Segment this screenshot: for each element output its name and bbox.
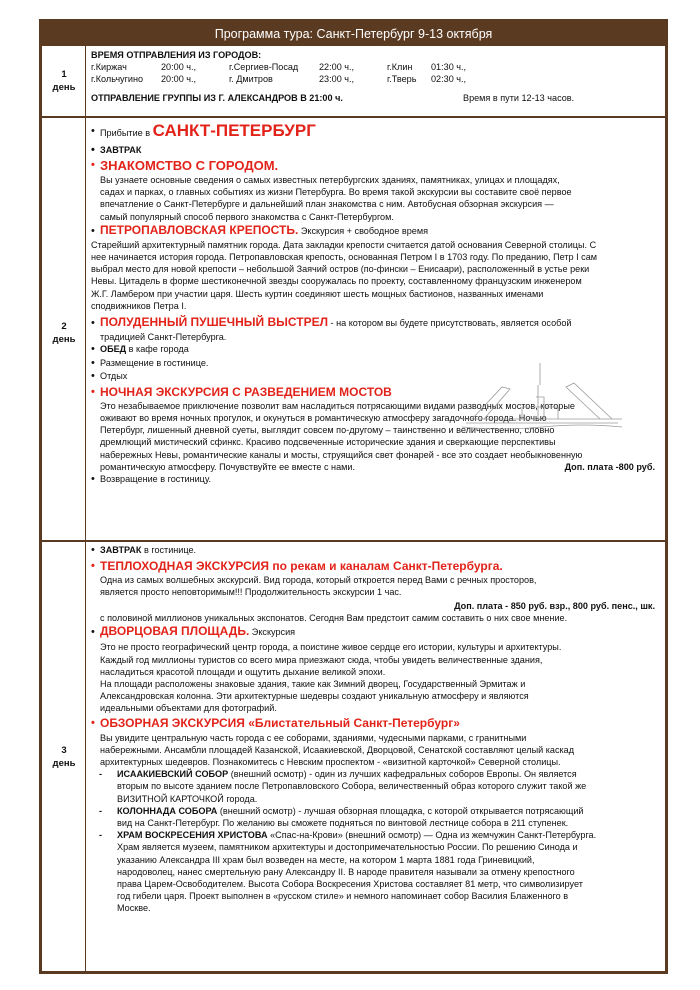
text-line: Каждый год миллионы туристов со всего мира приезжают сюда, чтобы увидеть величественные здания, bbox=[100, 654, 543, 665]
item-title: ИСААКИЕВСКИЙ СОБОР bbox=[117, 769, 229, 780]
text-line: ВИЗИТНОЙ КАРТОЧКОЙ города. bbox=[117, 793, 258, 804]
day-column bbox=[42, 46, 86, 974]
text-line: набережными. Ансамбли площадей Казанской, Исаакиевской, Дворцовой, Сенатской составляют целый каскад bbox=[100, 744, 575, 755]
text-line: Одна из самых волшебных экскурсий. Вид города, который откроется перед Вами с речных просторов, bbox=[100, 574, 537, 585]
text-line: впечатление о Санкт-Петербурге и дальнейший план знакомства с ним. Автобусная обзорная экскурсия — bbox=[100, 199, 554, 210]
item-title: КОЛОННАДА СОБОРА bbox=[117, 805, 218, 816]
bridge-sketch-image bbox=[462, 357, 622, 437]
text-line: год гибели царя. Проект выполнен в «русском стиле» и немного напоминает собор Василия Блаженного в bbox=[117, 891, 569, 902]
lunch-bold: ОБЕД bbox=[100, 344, 127, 355]
night-last-line: романтическую атмосферу. Почувствуйте ее вместе с нами. bbox=[100, 461, 355, 472]
city: г. Дмитров bbox=[229, 74, 273, 85]
text-line bbox=[117, 829, 659, 841]
group-departure-row bbox=[91, 92, 659, 106]
item-text: (внешний осмотр) - лучшая обзорная площадка, с которой открывается потрясающий bbox=[217, 805, 584, 816]
city: г.Киржач bbox=[91, 62, 127, 73]
night-title: • НОЧНАЯ ЭКСКУРСИЯ С РАЗВЕДЕНИЕМ МОСТОВ bbox=[91, 384, 659, 400]
text-line: самый популярный способ первого знакомства с Санкт-Петербургом. bbox=[100, 211, 394, 222]
text-line: насладиться красотой площади и ощутить дыхание великой эпохи. bbox=[100, 666, 386, 677]
item-text: «Спас-на-Крови» (внешний осмотр) — Одна из жемчужин Санкт-Петербурга. bbox=[267, 830, 597, 841]
acquaintance-text bbox=[91, 174, 659, 223]
cannon-item bbox=[91, 315, 659, 331]
day2-word: день bbox=[52, 334, 76, 345]
day1-content bbox=[91, 49, 659, 106]
breakfast-rest: в гостинице. bbox=[141, 545, 197, 555]
day3-word: день bbox=[52, 758, 76, 769]
boat-title: • ТЕПЛОХОДНАЯ ЭКСКУРСИЯ по рекам и каналам Санкт-Петербурга. bbox=[91, 558, 659, 574]
fortress-title: ПЕТРОПАВЛОВСКАЯ КРЕПОСТЬ. bbox=[100, 222, 299, 237]
text-line: Москве. bbox=[117, 903, 151, 914]
return-hotel-item: • Возвращение в гостиницу. bbox=[91, 473, 659, 487]
text-line: Петербург, лишенный дневной суеты, выглядит совсем по-другому – таинственно и величественно, словно bbox=[100, 425, 555, 436]
city: г.Тверь bbox=[387, 74, 417, 85]
day2-number: 2 bbox=[61, 321, 67, 332]
text-line: права Царем-Освободителем. Высота Собора Воскресения Христова составляет 81 метр, что символизирует bbox=[117, 878, 583, 889]
separator-day2-day3 bbox=[42, 540, 665, 542]
text-line: Это не просто географический центр города, а поистине живое сердце его истории, культуры и архитектуры. bbox=[100, 642, 562, 653]
fortress-text bbox=[91, 239, 659, 312]
boat-text bbox=[91, 574, 659, 598]
city: г.Сергиев-Посад bbox=[229, 62, 299, 73]
text-line: Вы узнаете основные сведения о самых известных петербургских зданиях, памятниках, улицах и площадях, bbox=[100, 175, 560, 185]
arrival-prefix: Прибытие в bbox=[100, 128, 153, 138]
acquaintance-title: • ЗНАКОМСТВО С ГОРОДОМ. bbox=[91, 157, 659, 174]
item-text: (внешний осмотр) - один из лучших кафедральных соборов Европы. Он является bbox=[228, 769, 577, 780]
text-line: Александровская колонна. Эти архитектурные шедевры создают уникальную атмосферу и являются bbox=[100, 691, 529, 702]
text-line: Старейший архитектурный памятник города. Дата закладки крепости считается датой основания Северной столицы. С bbox=[91, 239, 597, 250]
city: г.Клин bbox=[387, 62, 413, 73]
day3-number: 3 bbox=[61, 745, 67, 756]
breakfast-bold: ЗАВТРАК bbox=[100, 545, 142, 555]
day1-word: день bbox=[52, 82, 76, 93]
text-line bbox=[117, 768, 659, 780]
night-price: Доп. плата -800 руб. bbox=[564, 461, 655, 472]
palace-item bbox=[91, 624, 659, 641]
text-line bbox=[100, 461, 659, 473]
text-line: дремлющий мистический сфинкс. Красиво подсвеченные исторические здания и сверкающие перспективы bbox=[100, 437, 556, 448]
overview-title: • ОБЗОРНАЯ ЭКСКУРСИЯ «Блистательный Санкт-Петербург» bbox=[91, 715, 659, 732]
breakfast-item: • ЗАВТРАК bbox=[91, 143, 659, 157]
fortress-suffix: Экскурсия + свободное время bbox=[298, 225, 429, 236]
text-line: сподвижников Петра I. bbox=[91, 300, 187, 311]
departure-title: ВРЕМЯ ОТПРАВЛЕНИЯ ИЗ ГОРОДОВ: bbox=[91, 50, 262, 60]
text-line: вторым по высоте зданием после Петропавловского Собора, величественный образ которого служит такой же bbox=[117, 781, 587, 792]
day1-number: 1 bbox=[61, 69, 67, 80]
travel-time: Время в пути 12-13 часов. bbox=[463, 92, 575, 103]
text-line: народоволец, нанес смертельную рану Александру II. В народе правителя называли за отмену крепостного bbox=[117, 866, 575, 877]
list-item-savior-church bbox=[91, 829, 659, 914]
day3-content bbox=[91, 544, 659, 915]
text-line: является просто неповторимым!!! Продолжительность экскурсии 1 час. bbox=[100, 586, 402, 597]
arrival-item bbox=[91, 121, 659, 143]
text-line: вид на Санкт-Петербург. По желанию вы сможете подняться по винтовой лестнице собора в 211 ступенек. bbox=[117, 817, 569, 828]
text-line: На площади расположены знаковые здания, такие как Зимний дворец, Государственный Эрмитаж и bbox=[100, 678, 526, 689]
departure-row-1 bbox=[91, 61, 659, 73]
text-line: набережных Невы, романтические каналы и мосты, струящийся свет фонарей - все это создает необыкновенную bbox=[100, 449, 583, 460]
text-line: оживают во время ночных прогулок, и окунуться в романтическую атмосферу загадочного города. Ночью bbox=[100, 412, 547, 423]
item-title: ХРАМ ВОСКРЕСЕНИЯ ХРИСТОВА bbox=[117, 830, 268, 841]
city: г.Кольчугино bbox=[91, 74, 144, 85]
boat-after: с половиной миллионов уникальных экспонатов. Сегодня Вам предстоит самим составить о них свое мнение. bbox=[100, 613, 568, 624]
cannon-suffix: - на котором вы будете присутствовать, является особой bbox=[328, 318, 572, 329]
text-line: Невы. Цитадель в форме шестиконечной звезды сооружалась по проекту, составленному французским инженером bbox=[91, 276, 582, 287]
cannon-title: ПОЛУДЕННЫЙ ПУШЕЧНЫЙ ВЫСТРЕЛ bbox=[100, 315, 329, 330]
day3-breakfast-item bbox=[91, 544, 659, 558]
program-frame bbox=[39, 19, 668, 974]
palace-text bbox=[91, 641, 659, 714]
separator-day1-day2 bbox=[42, 116, 665, 118]
boat-price: Доп. плата - 850 руб. взр., 800 руб. пенс., шк. bbox=[454, 600, 655, 611]
day2-label bbox=[42, 320, 86, 346]
city-time: 02:30 ч., bbox=[431, 74, 467, 85]
lunch-item bbox=[91, 343, 659, 357]
hotel-item: • Размещение в гостинице. bbox=[91, 357, 659, 371]
arrival-city: САНКТ-ПЕТЕРБУРГ bbox=[152, 121, 316, 140]
list-item-colonnade bbox=[91, 805, 659, 829]
group-departure: ОТПРАВЛЕНИЕ ГРУППЫ ИЗ Г. АЛЕКСАНДРОВ В 21:00 ч. bbox=[91, 92, 343, 103]
program-header: Программа тура: Санкт-Петербург 9-13 октября bbox=[42, 22, 665, 46]
overview-text bbox=[91, 732, 659, 769]
text-line: идеальными объектами для фотографий. bbox=[100, 703, 277, 714]
text-line: Вы увидите центральную часть города с ее соборами, зданиями, чудесными парками, с гранитными bbox=[100, 732, 527, 743]
day3-label bbox=[42, 744, 86, 770]
text-line: нее начинается история города. Петропавловская крепость, основанная Петром I в 1703 году. По преданию, Петр I сам bbox=[91, 252, 598, 263]
cannon-line2: традицией Санкт-Петербурга. bbox=[100, 332, 227, 343]
rest-item: • Отдых bbox=[91, 370, 659, 384]
city-time: 20:00 ч., bbox=[161, 62, 197, 73]
departure-row-2 bbox=[91, 73, 659, 85]
lunch-rest: в кафе города bbox=[126, 344, 189, 355]
palace-title: ДВОРЦОВАЯ ПЛОЩАДЬ. bbox=[100, 624, 250, 639]
text-line: Храм является музеем, памятником архитектуры и достопримечательностью России. По решению Синода и bbox=[117, 842, 578, 853]
day1-label bbox=[42, 68, 86, 94]
city-time: 01:30 ч., bbox=[431, 62, 467, 73]
city-time: 20:00 ч., bbox=[161, 74, 197, 85]
palace-suffix: Экскурсия bbox=[249, 627, 296, 638]
text-line: указанию Александра III храм был возведен на месте, на котором 1 марта 1881 года Гриневицкий, bbox=[117, 854, 535, 865]
city-time: 23:00 ч., bbox=[319, 74, 355, 85]
text-line: архитектурных шедевров. Познакомитесь с Невским проспектом - «визитной карточкой» Северной столицы. bbox=[100, 756, 561, 767]
text-line: выбрал место для новой крепости – небольшой Заячий остров (по-фински – Енисаари), расположенный в устье реки bbox=[91, 264, 590, 275]
fortress-item bbox=[91, 223, 659, 239]
text-line: садах и парках, о главных событиях из жизни Петербурга. Во время такой экскурсии вы составите своё первое bbox=[100, 187, 572, 198]
text-line bbox=[117, 805, 659, 817]
text-line: Ж.Г. Ламбером при участии царя. Шесть куртин соединяют шесть мощных бастионов, названных именами bbox=[91, 288, 544, 299]
list-item-isaac bbox=[91, 768, 659, 805]
text-line: Это незабываемое приключение позволит вам насладиться потрясающими видами разводных мостов, которые bbox=[100, 400, 575, 411]
city-time: 22:00 ч., bbox=[319, 62, 355, 73]
